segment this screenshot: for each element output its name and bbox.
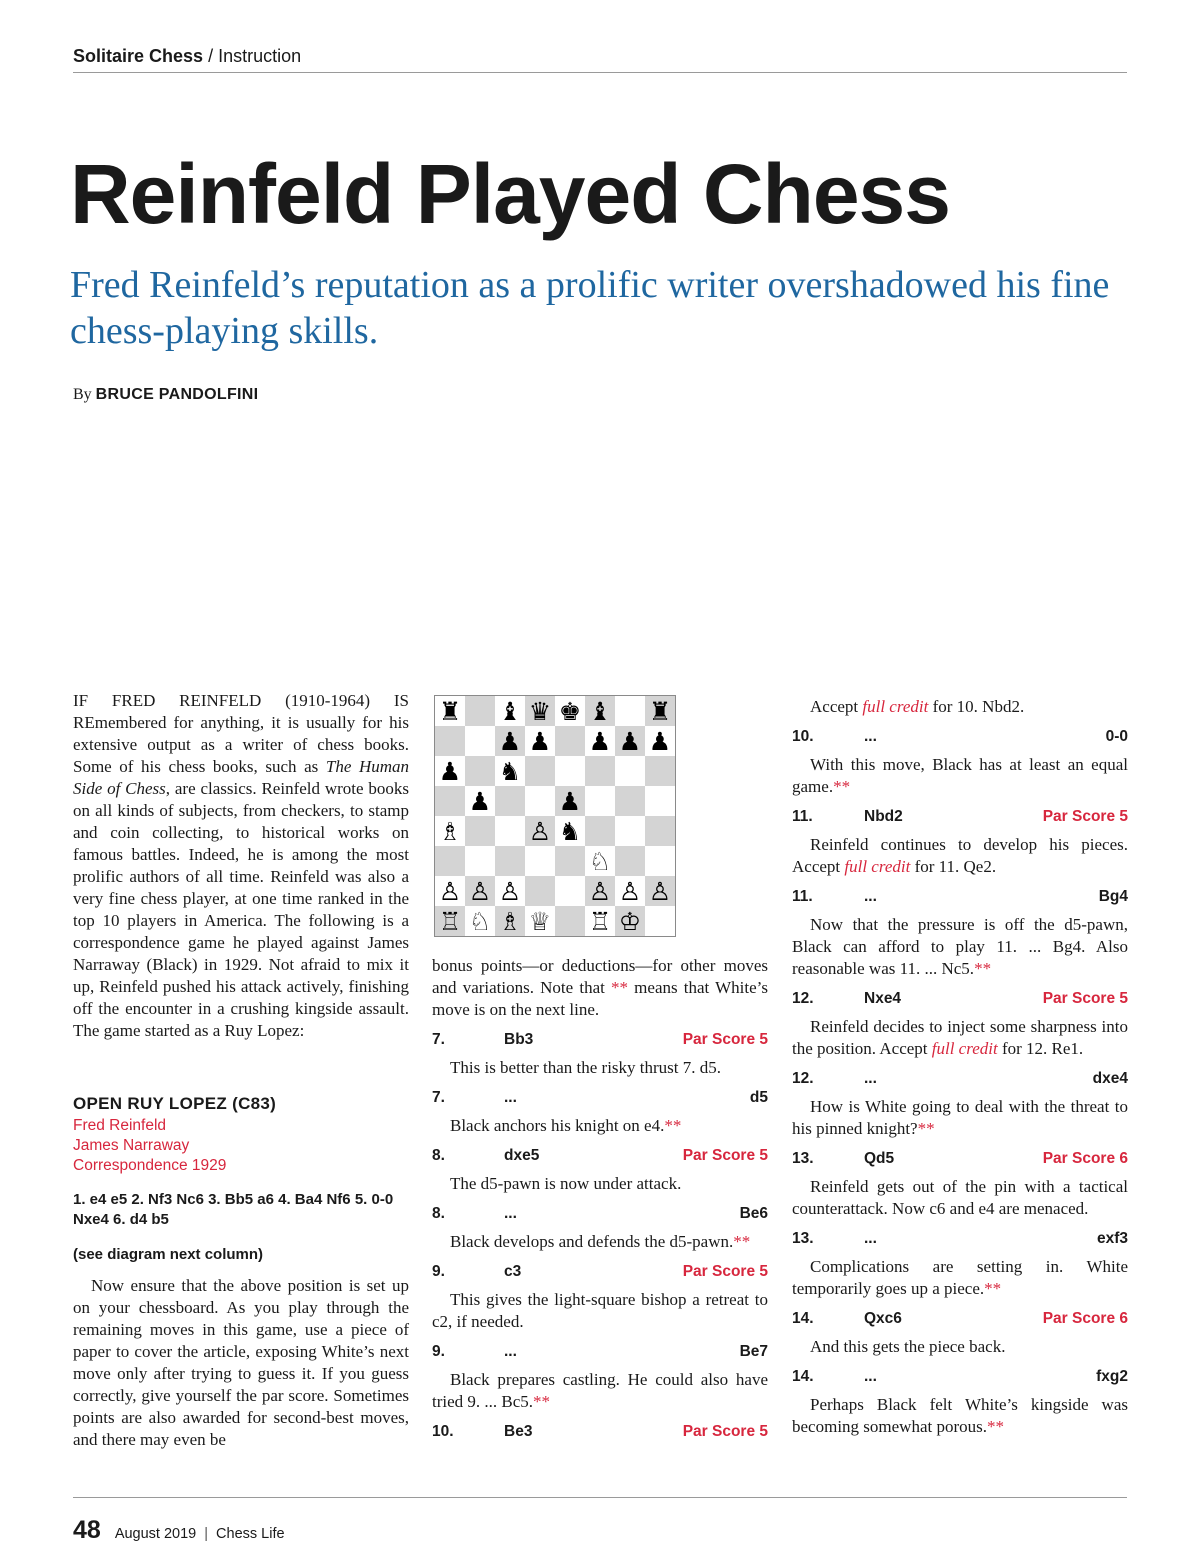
move-row (792, 1068, 1128, 1090)
board-square: ♟ (465, 786, 495, 816)
move-text: ... (864, 1230, 877, 1247)
move-row (792, 988, 1128, 1010)
stars-marker: ** (974, 959, 992, 978)
header-slash: / (203, 46, 219, 66)
move-text: ... (864, 1368, 877, 1385)
comment-text: And this gets the piece back. (810, 1337, 1006, 1356)
board-square (525, 786, 555, 816)
par-score: Par Score 5 (682, 1263, 768, 1280)
board-square (525, 876, 555, 906)
move-text: Be3 (504, 1423, 533, 1440)
instructions-paragraph: Now ensure that the above position is set up on your chessboard. As you play through the remaining moves in this game, use a piece of paper to cover the article, exposing White’s next move only after trying to guess it. If you guess correctly, give yourself the par score. Sometimes points are also awarded for second-best moves, and there may even be (73, 1276, 409, 1449)
move-comment (432, 1369, 768, 1413)
board-square: ♞ (555, 816, 585, 846)
board-square (585, 816, 615, 846)
move-text: Bb3 (504, 1031, 534, 1048)
move-text: Nbd2 (864, 808, 903, 825)
move-comment (792, 1016, 1128, 1060)
stars-marker: ** (984, 1279, 1002, 1298)
stars-marker: ** (833, 777, 851, 796)
book-title: The Human Side of Chess (73, 757, 410, 798)
move-text: ... (504, 1089, 517, 1106)
move-row (432, 1261, 768, 1283)
move-row (792, 1366, 1128, 1388)
move-number: 8. (432, 1147, 445, 1164)
stars-marker: ** (917, 1119, 935, 1138)
move-list-column-3 (792, 696, 1128, 1438)
move-comment (792, 754, 1128, 798)
board-square (615, 786, 645, 816)
column-3 (792, 690, 1128, 1438)
comment-text: This gives the light-square bishop a retreat to c2, if needed. (432, 1290, 768, 1331)
comment-text: Accept (810, 697, 863, 716)
board-square: ♟ (645, 726, 675, 756)
move-row (792, 806, 1128, 828)
move-comment (792, 834, 1128, 878)
board-square (435, 786, 465, 816)
stars-marker: ** (611, 978, 629, 997)
par-score: Par Score 5 (1042, 990, 1128, 1007)
board-square (615, 756, 645, 786)
move-row (792, 726, 1128, 748)
par-score: Par Score 5 (1042, 808, 1128, 825)
move-row (792, 1308, 1128, 1330)
board-square: ♝ (585, 696, 615, 726)
game-event: Correspondence 1929 (73, 1157, 227, 1174)
move-row (792, 1228, 1128, 1250)
black-reply: Be7 (739, 1343, 768, 1360)
board-square: ♗ (495, 906, 525, 936)
move-comment (432, 1289, 768, 1333)
board-square: ♜ (435, 696, 465, 726)
move-comment (792, 1176, 1128, 1220)
par-score: Par Score 5 (682, 1423, 768, 1440)
running-header (73, 46, 1127, 73)
board-square (465, 726, 495, 756)
move-text: ... (864, 728, 877, 745)
game-title: OPEN RUY LOPEZ (C83) (73, 1094, 277, 1113)
par-score: Par Score 5 (682, 1147, 768, 1164)
black-player: James Narraway (73, 1137, 190, 1154)
comment-text: Reinfeld continues to develop his pieces. Accept (792, 835, 1128, 876)
board-square (645, 786, 675, 816)
stars-marker: ** (733, 1232, 751, 1251)
move-number: 7. (432, 1089, 445, 1106)
move-number: 12. (792, 1070, 814, 1087)
black-reply: fxg2 (1096, 1368, 1128, 1385)
instructions-text-a: bonus points—or deductions—for other moves and variations. Note that (432, 956, 768, 997)
comment-text: This is better than the risky thrust 7. d5. (450, 1058, 722, 1077)
black-reply: d5 (749, 1089, 768, 1106)
comment-text: Reinfeld decides to inject some sharpness into the position. Accept (792, 1017, 1128, 1058)
board-square (615, 846, 645, 876)
board-square (645, 756, 675, 786)
move-number: 13. (792, 1150, 814, 1167)
byline (73, 386, 258, 404)
move-comment (792, 1256, 1128, 1300)
board-square (465, 816, 495, 846)
board-square (465, 756, 495, 786)
move-row (432, 1341, 768, 1363)
board-square: ♙ (645, 876, 675, 906)
board-square (645, 846, 675, 876)
move-text: Nxe4 (864, 990, 902, 1007)
black-reply: dxe4 (1092, 1070, 1128, 1087)
board-square: ♝ (495, 696, 525, 726)
comment-text: Perhaps Black felt White’s kingside was becoming somewhat porous. (792, 1395, 1128, 1436)
section-category: Instruction (218, 46, 302, 66)
board-square: ♞ (495, 756, 525, 786)
board-square (555, 756, 585, 786)
comment-text-after: for 11. Qe2. (910, 857, 997, 876)
board-square (465, 696, 495, 726)
move-comment (432, 1057, 768, 1079)
comment-text-after: for 10. Nbd2. (928, 697, 1025, 716)
white-player: Fred Reinfeld (73, 1117, 167, 1134)
move-row (792, 886, 1128, 908)
move-comment (792, 1096, 1128, 1140)
board-square: ♙ (465, 876, 495, 906)
board-square (525, 756, 555, 786)
board-square: ♕ (525, 906, 555, 936)
par-score: Par Score 5 (682, 1031, 768, 1048)
comment-text: Black develops and defends the d5-pawn. (450, 1232, 734, 1251)
full-credit: full credit (931, 1039, 998, 1058)
column-2 (432, 695, 768, 1443)
move-row (792, 1148, 1128, 1170)
board-square: ♙ (615, 876, 645, 906)
move-comment (432, 1231, 768, 1253)
instructions-text-b: means that White’s move is on the next line. (432, 978, 768, 1019)
move-row (432, 1145, 768, 1167)
move-comment (792, 696, 1128, 718)
move-number: 12. (792, 990, 814, 1007)
board-square: ♟ (585, 726, 615, 756)
board-square: ♜ (645, 696, 675, 726)
move-text: ... (864, 1070, 877, 1087)
board-square: ♘ (465, 906, 495, 936)
move-row (432, 1421, 768, 1443)
par-score: Par Score 6 (1042, 1150, 1128, 1167)
footer-separator: | (204, 1526, 209, 1542)
magazine-name: Chess Life (216, 1526, 285, 1542)
full-credit: full credit (862, 697, 929, 716)
stars-marker: ** (533, 1392, 551, 1411)
board-square (525, 846, 555, 876)
board-square: ♙ (495, 876, 525, 906)
move-text: dxe5 (504, 1147, 540, 1164)
board-square (555, 846, 585, 876)
opening-moves: 1. e4 e5 2. Nf3 Nc6 3. Bb5 a6 4. Ba4 Nf6 5. 0-0 Nxe4 6. d4 b5 (73, 1191, 394, 1228)
column-1 (73, 690, 409, 1451)
board-square: ♗ (435, 816, 465, 846)
board-square (435, 846, 465, 876)
move-comment (792, 914, 1128, 980)
move-number: 14. (792, 1310, 814, 1327)
board-square: ♔ (615, 906, 645, 936)
move-text: ... (504, 1205, 517, 1222)
intro-paragraph (73, 690, 409, 1042)
move-text: c3 (504, 1263, 522, 1280)
move-comment (432, 1173, 768, 1195)
move-number: 11. (792, 808, 813, 825)
move-list-column-2 (432, 1029, 768, 1443)
move-row (432, 1087, 768, 1109)
move-number: 9. (432, 1263, 445, 1280)
comment-text: Black anchors his knight on e4. (450, 1116, 665, 1135)
board-square (615, 816, 645, 846)
comment-text: The d5-pawn is now under attack. (450, 1174, 682, 1193)
comment-text: Black prepares castling. He could also have tried 9. ... Bc5. (432, 1370, 768, 1411)
board-square (555, 876, 585, 906)
black-reply: Bg4 (1098, 888, 1128, 905)
author-name: BRUCE PANDOLFINI (95, 386, 259, 403)
board-square: ♙ (585, 876, 615, 906)
board-square: ♛ (525, 696, 555, 726)
board-square (585, 786, 615, 816)
board-square: ♟ (525, 726, 555, 756)
board-square (645, 906, 675, 936)
comment-text: Now that the pressure is off the d5-pawn, Black can afford to play 11. ... Bg4. Also reasonable was 11. ... Nc5. (792, 915, 1128, 978)
move-comment (792, 1336, 1128, 1358)
move-text: ... (864, 888, 877, 905)
board-square (555, 906, 585, 936)
instructions-continued (432, 955, 768, 1021)
board-square (495, 846, 525, 876)
board-square (585, 756, 615, 786)
move-text: ... (504, 1343, 517, 1360)
board-square (495, 816, 525, 846)
move-number: 10. (432, 1423, 454, 1440)
board-square: ♟ (615, 726, 645, 756)
move-number: 14. (792, 1368, 814, 1385)
move-number: 13. (792, 1230, 814, 1247)
move-text: Qxc6 (864, 1310, 902, 1327)
par-score: Par Score 6 (1042, 1310, 1128, 1327)
board-square (645, 816, 675, 846)
board-square: ♙ (525, 816, 555, 846)
move-row (432, 1203, 768, 1225)
move-number: 7. (432, 1031, 445, 1048)
move-comment (792, 1394, 1128, 1438)
stars-marker: ** (664, 1116, 682, 1135)
board-square (435, 726, 465, 756)
board-square: ♚ (555, 696, 585, 726)
move-text: Qd5 (864, 1150, 895, 1167)
move-row (432, 1029, 768, 1051)
move-number: 11. (792, 888, 813, 905)
byline-prefix: By (73, 386, 92, 403)
comment-text: How is White going to deal with the threat to his pinned knight? (792, 1097, 1128, 1138)
board-square (465, 846, 495, 876)
board-square: ♟ (495, 726, 525, 756)
page-footer (73, 1516, 285, 1545)
board-square (615, 696, 645, 726)
board-square: ♟ (435, 756, 465, 786)
move-number: 8. (432, 1205, 445, 1222)
move-number: 10. (792, 728, 814, 745)
black-reply: 0-0 (1105, 728, 1128, 745)
black-reply: Be6 (739, 1205, 768, 1222)
footer-rule (73, 1497, 1127, 1498)
board-square: ♟ (555, 786, 585, 816)
diagram-note: (see diagram next column) (73, 1246, 264, 1263)
article-title: Reinfeld Played Chess (70, 147, 950, 241)
board-square: ♖ (435, 906, 465, 936)
board-square: ♙ (435, 876, 465, 906)
full-credit: full credit (844, 857, 911, 876)
issue-date: August 2019 (114, 1526, 197, 1542)
chess-diagram (434, 695, 676, 937)
comment-text: Complications are setting in. White temporarily goes up a piece. (792, 1257, 1128, 1298)
black-reply: exf3 (1096, 1230, 1128, 1247)
intro-text-a: IF FRED REINFELD (1910-1964) IS REmembered for anything, it is usually for his extensive output as a writer of chess books. Some of his chess books, such as (73, 691, 409, 776)
comment-text-after: for 12. Re1. (997, 1039, 1084, 1058)
move-comment (432, 1115, 768, 1137)
intro-text-b: , are classics. Reinfeld wrote books on all kinds of subjects, from checkers, to stamp and coin collecting, to historical works on famous battles. Indeed, he is among the most prolific authors of all time. Reinfeld was also a very fine chess player, at one time ranked in the top 10 players in America. The following is a correspondence game he played against James Narraway (Black) in 1929. Not afraid to mix it up, Reinfeld pushed his attack actively, finishing off the encounter in a crushing kingside assault. The game started as a Ruy Lopez: (73, 779, 409, 1040)
page-number: 48 (73, 1516, 101, 1544)
comment-text: Reinfeld gets out of the pin with a tactical counterattack. Now c6 and e4 are menaced. (792, 1177, 1128, 1218)
comment-text: With this move, Black has at least an equal game. (792, 755, 1128, 796)
board-square: ♘ (585, 846, 615, 876)
board-square (495, 786, 525, 816)
article-subtitle: Fred Reinfeld’s reputation as a prolific writer overshadowed his fine chess-playing skills. (70, 264, 1110, 352)
section-name: Solitaire Chess (73, 46, 204, 66)
board-square: ♖ (585, 906, 615, 936)
stars-marker: ** (987, 1417, 1004, 1436)
move-number: 9. (432, 1343, 445, 1360)
board-square (555, 726, 585, 756)
